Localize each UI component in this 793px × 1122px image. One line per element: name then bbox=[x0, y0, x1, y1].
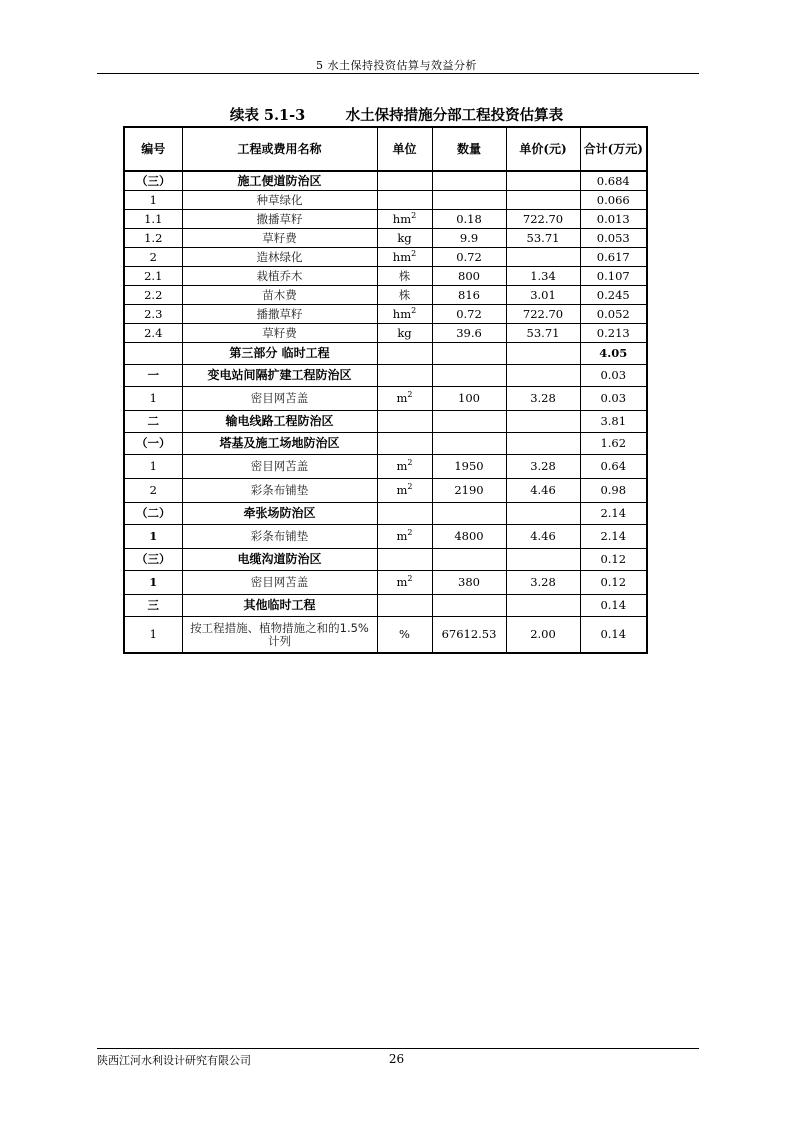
table-row bbox=[124, 324, 647, 343]
cell-no: 1 bbox=[124, 525, 182, 549]
cell-name: 密目网苫盖 bbox=[182, 571, 377, 595]
cell-no: （三） bbox=[124, 171, 182, 191]
cell-price bbox=[506, 171, 580, 191]
cell-name: 牵张场防治区 bbox=[182, 503, 377, 525]
cell-qty: 0.18 bbox=[432, 210, 506, 229]
cell-no: （二） bbox=[124, 503, 182, 525]
cell-name: 撒播草籽 bbox=[182, 210, 377, 229]
cell-qty bbox=[432, 343, 506, 365]
cell-no: 1 bbox=[124, 617, 182, 654]
cell-qty bbox=[432, 365, 506, 387]
cell-no: 1.2 bbox=[124, 229, 182, 248]
cell-no: （一） bbox=[124, 433, 182, 455]
running-header: 5 水土保持投资估算与效益分析 bbox=[316, 59, 477, 72]
header-rule bbox=[97, 73, 699, 74]
cell-price: 3.01 bbox=[506, 286, 580, 305]
table-row bbox=[124, 455, 647, 479]
cell-total: 4.05 bbox=[580, 343, 647, 365]
cell-unit bbox=[377, 433, 432, 455]
unit-superscript: 2 bbox=[411, 210, 417, 220]
cell-qty: 1950 bbox=[432, 455, 506, 479]
table-row bbox=[124, 365, 647, 387]
cell-unit bbox=[377, 595, 432, 617]
cell-no: 一 bbox=[124, 365, 182, 387]
cell-unit bbox=[377, 305, 432, 324]
cell-price bbox=[506, 411, 580, 433]
cell-total: 0.98 bbox=[580, 479, 647, 503]
cell-no: 1 bbox=[124, 571, 182, 595]
footer-rule bbox=[97, 1048, 699, 1049]
unit-text: m bbox=[396, 529, 408, 543]
cell-qty: 0.72 bbox=[432, 305, 506, 324]
cell-name: 造林绿化 bbox=[182, 248, 377, 267]
cell-unit bbox=[377, 503, 432, 525]
table-row bbox=[124, 248, 647, 267]
cell-qty: 0.72 bbox=[432, 248, 506, 267]
cell-name: 其他临时工程 bbox=[182, 595, 377, 617]
cell-total: 0.12 bbox=[580, 571, 647, 595]
cell-total: 0.052 bbox=[580, 305, 647, 324]
cell-unit: kg bbox=[377, 324, 432, 343]
cell-no: 1.1 bbox=[124, 210, 182, 229]
table-row bbox=[124, 525, 647, 549]
cell-no: 2 bbox=[124, 479, 182, 503]
cell-qty: 816 bbox=[432, 286, 506, 305]
cell-total: 0.213 bbox=[580, 324, 647, 343]
cell-qty: 9.9 bbox=[432, 229, 506, 248]
table-row bbox=[124, 433, 647, 455]
cell-total: 0.684 bbox=[580, 171, 647, 191]
cell-price bbox=[506, 248, 580, 267]
cell-unit bbox=[377, 171, 432, 191]
investment-table bbox=[123, 126, 648, 654]
table-row bbox=[124, 595, 647, 617]
cell-unit bbox=[377, 210, 432, 229]
cell-unit bbox=[377, 248, 432, 267]
unit-superscript: 2 bbox=[407, 390, 413, 400]
cell-no: 2.3 bbox=[124, 305, 182, 324]
cell-name: 草籽费 bbox=[182, 229, 377, 248]
unit-text: hm bbox=[392, 211, 412, 226]
cell-unit bbox=[377, 525, 432, 549]
table-row bbox=[124, 503, 647, 525]
cell-name: 输电线路工程防治区 bbox=[182, 411, 377, 433]
table-header-row bbox=[124, 127, 647, 171]
cell-name: 电缆沟道防治区 bbox=[182, 549, 377, 571]
table-row bbox=[124, 549, 647, 571]
cell-name: 密目网苫盖 bbox=[182, 387, 377, 411]
cell-name: 彩条布铺垫 bbox=[182, 479, 377, 503]
cell-qty: 2190 bbox=[432, 479, 506, 503]
cell-no: （三） bbox=[124, 549, 182, 571]
cell-qty bbox=[432, 549, 506, 571]
cell-unit bbox=[377, 365, 432, 387]
cell-no bbox=[124, 343, 182, 365]
table-row bbox=[124, 571, 647, 595]
table-row bbox=[124, 387, 647, 411]
table-row bbox=[124, 286, 647, 305]
table-row bbox=[124, 171, 647, 191]
cell-price bbox=[506, 365, 580, 387]
cell-unit bbox=[377, 387, 432, 411]
cell-total: 0.12 bbox=[580, 549, 647, 571]
unit-superscript: 2 bbox=[407, 528, 413, 538]
cell-unit: 株 bbox=[377, 267, 432, 286]
cell-qty bbox=[432, 433, 506, 455]
cell-unit bbox=[377, 411, 432, 433]
cell-qty bbox=[432, 595, 506, 617]
cell-total: 2.14 bbox=[580, 503, 647, 525]
cell-name: 彩条布铺垫 bbox=[182, 525, 377, 549]
cell-name: 变电站间隔扩建工程防治区 bbox=[182, 365, 377, 387]
cell-price: 1.34 bbox=[506, 267, 580, 286]
cell-price bbox=[506, 595, 580, 617]
cell-name: 苗木费 bbox=[182, 286, 377, 305]
cell-unit bbox=[377, 191, 432, 210]
cell-price: 2.00 bbox=[506, 617, 580, 654]
col-header-unit: 单位 bbox=[377, 127, 432, 171]
cell-price: 4.46 bbox=[506, 479, 580, 503]
cell-no: 2 bbox=[124, 248, 182, 267]
cell-name: 栽植乔木 bbox=[182, 267, 377, 286]
table-title bbox=[0, 104, 793, 125]
table-row bbox=[124, 267, 647, 286]
cell-total: 0.617 bbox=[580, 248, 647, 267]
col-header-price: 单价(元) bbox=[506, 127, 580, 171]
col-header-name: 工程或费用名称 bbox=[182, 127, 377, 171]
cell-name: 播撒草籽 bbox=[182, 305, 377, 324]
table-row bbox=[124, 305, 647, 324]
cell-price: 722.70 bbox=[506, 210, 580, 229]
cell-price bbox=[506, 503, 580, 525]
cell-unit: % bbox=[377, 617, 432, 654]
unit-superscript: 2 bbox=[411, 248, 417, 258]
cell-no: 2.2 bbox=[124, 286, 182, 305]
table-number: 续表 5.1-3 bbox=[229, 107, 306, 124]
cell-price bbox=[506, 433, 580, 455]
col-header-total: 合计(万元) bbox=[580, 127, 647, 171]
cell-qty bbox=[432, 503, 506, 525]
unit-superscript: 2 bbox=[407, 458, 413, 468]
unit-superscript: 2 bbox=[411, 305, 417, 315]
unit-superscript: 2 bbox=[407, 574, 413, 584]
cell-name: 按工程措施、植物措施之和的1.5%计列 bbox=[182, 617, 377, 654]
cell-qty bbox=[432, 171, 506, 191]
cell-total: 0.066 bbox=[580, 191, 647, 210]
cell-qty: 380 bbox=[432, 571, 506, 595]
footer-company: 陕西江河水利设计研究有限公司 bbox=[97, 1054, 251, 1067]
cell-unit bbox=[377, 571, 432, 595]
cell-unit bbox=[377, 549, 432, 571]
unit-text: m bbox=[396, 575, 408, 589]
cell-qty: 800 bbox=[432, 267, 506, 286]
cell-unit bbox=[377, 455, 432, 479]
cell-qty bbox=[432, 411, 506, 433]
cell-unit bbox=[377, 479, 432, 503]
unit-text: m bbox=[396, 459, 408, 473]
table-caption: 水土保持措施分部工程投资估算表 bbox=[345, 107, 564, 124]
cell-total: 0.03 bbox=[580, 365, 647, 387]
cell-total: 0.14 bbox=[580, 595, 647, 617]
cell-qty: 67612.53 bbox=[432, 617, 506, 654]
cell-no: 2.1 bbox=[124, 267, 182, 286]
cell-price: 3.28 bbox=[506, 455, 580, 479]
page-number: 26 bbox=[388, 1052, 405, 1066]
cell-unit: kg bbox=[377, 229, 432, 248]
cell-qty: 39.6 bbox=[432, 324, 506, 343]
cell-price bbox=[506, 549, 580, 571]
cell-total: 0.64 bbox=[580, 455, 647, 479]
table-row bbox=[124, 343, 647, 365]
cell-no: 2.4 bbox=[124, 324, 182, 343]
cell-qty bbox=[432, 191, 506, 210]
cell-price bbox=[506, 191, 580, 210]
cell-name: 草籽费 bbox=[182, 324, 377, 343]
table-row bbox=[124, 617, 647, 654]
unit-superscript: 2 bbox=[407, 482, 413, 492]
cell-unit bbox=[377, 343, 432, 365]
cell-price: 53.71 bbox=[506, 324, 580, 343]
cell-price: 3.28 bbox=[506, 387, 580, 411]
cell-total: 0.14 bbox=[580, 617, 647, 654]
cell-name: 施工便道防治区 bbox=[182, 171, 377, 191]
cell-price: 4.46 bbox=[506, 525, 580, 549]
cell-name: 第三部分 临时工程 bbox=[182, 343, 377, 365]
cell-no: 二 bbox=[124, 411, 182, 433]
cell-total: 0.245 bbox=[580, 286, 647, 305]
cell-price bbox=[506, 343, 580, 365]
cell-price: 53.71 bbox=[506, 229, 580, 248]
table-row bbox=[124, 411, 647, 433]
cell-total: 3.81 bbox=[580, 411, 647, 433]
unit-text: hm bbox=[392, 306, 412, 321]
cell-name: 塔基及施工场地防治区 bbox=[182, 433, 377, 455]
table-row bbox=[124, 229, 647, 248]
cell-qty: 4800 bbox=[432, 525, 506, 549]
cell-name: 种草绿化 bbox=[182, 191, 377, 210]
cell-total: 0.107 bbox=[580, 267, 647, 286]
cell-no: 三 bbox=[124, 595, 182, 617]
cell-total: 0.03 bbox=[580, 387, 647, 411]
cell-total: 0.053 bbox=[580, 229, 647, 248]
cell-qty: 100 bbox=[432, 387, 506, 411]
cell-name: 密目网苫盖 bbox=[182, 455, 377, 479]
cell-no: 1 bbox=[124, 387, 182, 411]
cell-price: 722.70 bbox=[506, 305, 580, 324]
cell-unit: 株 bbox=[377, 286, 432, 305]
cell-no: 1 bbox=[124, 455, 182, 479]
table-row bbox=[124, 479, 647, 503]
table-row bbox=[124, 191, 647, 210]
cell-price: 3.28 bbox=[506, 571, 580, 595]
cell-no: 1 bbox=[124, 191, 182, 210]
unit-text: hm bbox=[392, 249, 412, 264]
table-row bbox=[124, 210, 647, 229]
cell-total: 0.013 bbox=[580, 210, 647, 229]
cell-total: 2.14 bbox=[580, 525, 647, 549]
cell-total: 1.62 bbox=[580, 433, 647, 455]
col-header-qty: 数量 bbox=[432, 127, 506, 171]
unit-text: m bbox=[396, 391, 408, 405]
unit-text: m bbox=[396, 483, 408, 497]
col-header-no: 编号 bbox=[124, 127, 182, 171]
